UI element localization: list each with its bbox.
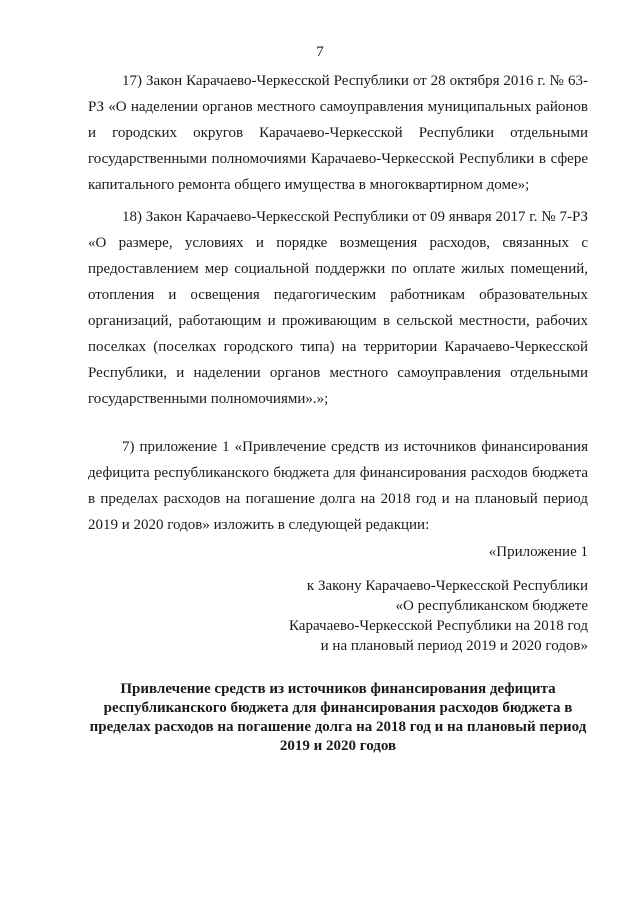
annex-reference-line: «О республиканском бюджете [395,598,588,614]
annex-reference-line: к Закону Карачаево-Черкесской Республики [306,578,588,594]
section-heading-line: Привлечение средств из источников финансирования дефицита [120,681,556,697]
paragraph-item-17 [88,68,588,198]
paragraph-item-18-text: 18) Закон Карачаево-Черкесской Республики от 09 января 2017 г. № 7-РЗ «О размере, условиях и порядке возмещения расходов, связанных с предоставлением мер социальной поддержки по оплате жилых помещений, отопления и освещения педагогическим работникам образовательных организаций, работающим и проживающим в сельской местности, рабочих поселках (поселках городского типа) на территории Карачаево-Черкесской Республики, и наделении органов местного самоуправления отдельными государственными полномочиями».»; [88,209,588,407]
annex-reference-line: и на плановый период 2019 и 2020 годов» [320,638,588,654]
paragraph-item-7 [88,434,588,538]
annex-reference-block [88,576,588,656]
annex-title: «Приложение 1 [488,544,588,560]
section-heading-line: республиканского бюджета для финансирования расходов бюджета в [103,700,573,716]
section-heading-line: пределах расходов на погашение долга на 2018 год и на плановый период [89,719,587,735]
paragraph-item-17-text: 17) Закон Карачаево-Черкесской Республики от 28 октября 2016 г. № 63-РЗ «О наделении органов местного самоуправления муниципальных районов и городских округов Карачаево-Черкесской Республики отдельными государственными полномочиями Карачаево-Черкесской Республики в сфере капитального ремонта общего имущества в многоквартирном доме»; [88,73,588,193]
section-heading-line: 2019 и 2020 годов [279,738,397,754]
paragraph-item-18 [88,204,588,412]
annex-reference-line: Карачаево-Черкесской Республики на 2018 год [289,618,588,634]
section-heading [88,680,588,756]
page-number: 7 [316,44,324,60]
paragraph-item-7-text: 7) приложение 1 «Привлечение средств из источников финансирования дефицита республиканского бюджета для финансирования расходов бюджета в пределах расходов на погашение долга на 2018 год и на плановый период 2019 и 2020 годов» изложить в следующей редакции: [88,439,588,533]
